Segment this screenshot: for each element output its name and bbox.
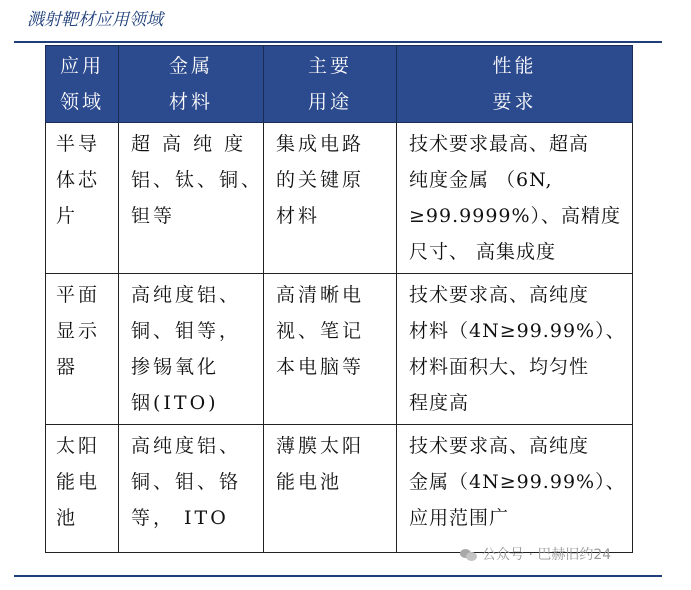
- table-row: [46, 123, 633, 274]
- cell-usage: 集成电路 的关键原 材料: [264, 123, 397, 274]
- bottom-rule: [14, 575, 662, 577]
- header-usage: 主要 用途: [264, 46, 397, 123]
- cell-usage: 高清晰电 视、笔记 本电脑等: [264, 274, 397, 425]
- header-row: [46, 46, 633, 123]
- cell-field: 太阳 能电 池: [46, 425, 119, 553]
- cell-requirement: 技术要求最高、超高 纯度金属 （6N, ≥99.9999%）、高精度 尺寸、 高集成度: [397, 123, 633, 274]
- header-material: 金属 材料: [119, 46, 264, 123]
- table-row: [46, 274, 633, 425]
- header-field: 应用 领域: [46, 46, 119, 123]
- wechat-icon: [460, 548, 477, 561]
- watermark: [460, 544, 611, 564]
- document-title: 溅射靶材应用领域: [27, 10, 163, 30]
- header-requirement: 性能 要求: [397, 46, 633, 123]
- cell-material: 超 高 纯 度 铝、钛、铜、 钽等: [119, 123, 264, 274]
- watermark-text: 公众号 · 巴赫旧约24: [482, 547, 612, 563]
- cell-requirement: 技术要求高、高纯度 材料（4N≥99.99%）、 材料面积大、均匀性 程度高: [397, 274, 633, 425]
- table-row: [46, 425, 633, 553]
- cell-material: 高纯度铝、 铜、钼等， 掺锡氧化 铟(ITO): [119, 274, 264, 425]
- cell-material: 高纯度铝、 铜、钼、铬 等， ITO: [119, 425, 264, 553]
- sputtering-target-table: [45, 45, 633, 553]
- cell-field: 半导 体芯 片: [46, 123, 119, 274]
- cell-requirement: 技术要求高、高纯度 金属（4N≥99.99%）、 应用范围广: [397, 425, 633, 553]
- cell-field: 平面 显示 器: [46, 274, 119, 425]
- cell-usage: 薄膜太阳 能电池: [264, 425, 397, 553]
- top-rule: [14, 41, 662, 43]
